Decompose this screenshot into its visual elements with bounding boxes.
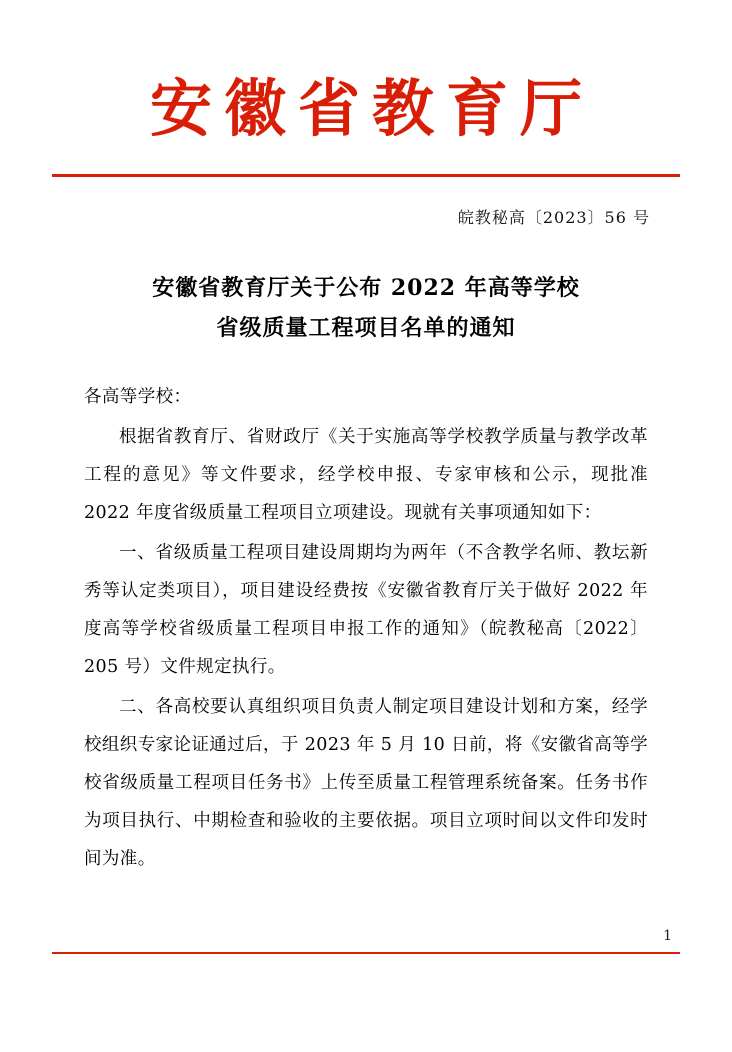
body-paragraph: 根据省教育厅、省财政厅《关于实施高等学校教学质量与教学改革工程的意见》等文件要求，经学校申报、专家审核和公示，现批准 2022 年度省级质量工程项目立项建设。现就有关事项通知如下： (84, 427, 648, 523)
masthead (0, 72, 732, 145)
header-red-rule (52, 174, 680, 177)
document-number: 皖教秘高〔2023〕56 号 (457, 208, 650, 227)
page-number: 1 (663, 928, 672, 944)
document-body (84, 378, 648, 880)
document-title-line-2: 省级质量工程项目名单的通知 (216, 315, 516, 341)
body-paragraph: 一、省级质量工程项目建设周期均为两年（不含教学名师、教坛新秀等认定类项目），项目建设经费按《安徽省教育厅关于做好 2022 年度高等学校省级质量工程项目申报工作的通知》（皖教秘高〔2022〕205 号）文件规定执行。 (84, 543, 648, 677)
issuing-organization-title: 安徽省教育厅 (149, 72, 594, 145)
document-title-line-1: 安徽省教育厅关于公布 2022 年高等学校 (152, 275, 580, 301)
footer-red-rule (52, 952, 680, 954)
salutation: 各高等学校： (84, 387, 192, 407)
body-paragraph: 二、各高校要认真组织项目负责人制定项目建设计划和方案，经学校组织专家论证通过后，于 2023 年 5 月 10 日前，将《安徽省高等学校省级质量工程项目任务书》上传至质量工程管理系统备案。任务书作为项目执行、中期检查和验收的主要依据。项目立项时间以文件印发时间为准。 (84, 697, 649, 869)
document-title (84, 268, 648, 348)
